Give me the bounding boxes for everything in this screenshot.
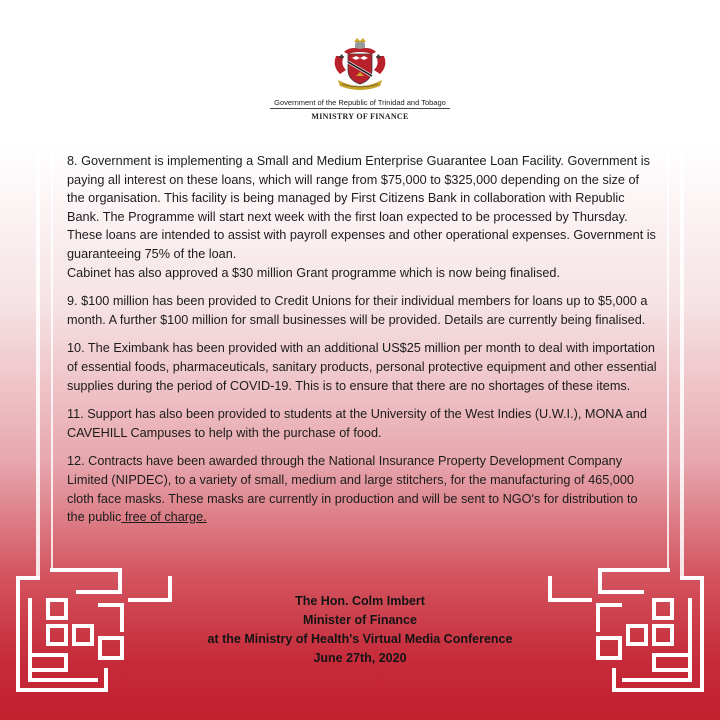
paragraph-12 bbox=[67, 452, 657, 526]
paragraph-10: 10. The Eximbank has been provided with an additional US$25 million per month to deal with importation of essential foods, pharmaceuticals, sanitary products, personal protective equipment and other essential supplies during the period of COVID-19. This is to ensure that there are no shortages of these items. bbox=[67, 341, 657, 393]
statement-body bbox=[67, 152, 657, 537]
paragraph-9: 9. $100 million has been provided to Credit Unions for their individual members for loans up to $5,000 a month. A further $100 million for small businesses will be provided. Details are currently being finalised. bbox=[67, 294, 648, 327]
paragraph-11: 11. Support has also been provided to students at the University of the West Indies (U.W.I.), MONA and CAVEHILL Campuses to help with the purchase of food. bbox=[67, 407, 647, 440]
government-line: Government of the Republic of Trinidad and Tobago bbox=[270, 98, 450, 109]
paragraph-8: 8. Government is implementing a Small and Medium Enterprise Guarantee Loan Facility. Government is paying all interest on these loans, which will range from $75,000 to $325,000 depending on the size of the organisation. This facility is being managed by First Citizens Bank in collaboration with Republic Bank. The Programme will start next week with the first loan expected to be processed by Thursday. These loans are intended to assist with payroll expenses and other operational expenses. Government is guaranteeing 75% of the loan. bbox=[67, 154, 656, 261]
coat-of-arms-icon bbox=[330, 36, 390, 92]
paragraph-12-text: 12. Contracts have been awarded through the National Insurance Property Development Company Limited (NIPDEC), to a variety of small, medium and large stitchers, for the manufacturing of 465,000 cloth face masks. These masks are currently in production and will be sent to NGO's for distribution to the public bbox=[67, 454, 638, 525]
paragraph-8-cabinet-note: Cabinet has also approved a $30 million Grant programme which is now being finalised. bbox=[67, 265, 560, 280]
letterhead bbox=[0, 36, 720, 121]
signature-date: June 27th, 2020 bbox=[313, 651, 407, 665]
signatory-title: Minister of Finance bbox=[303, 613, 417, 627]
paragraph-12-underlined-text: free of charge. bbox=[121, 510, 207, 525]
signatory-name: The Hon. Colm Imbert bbox=[295, 594, 425, 608]
signature-block bbox=[0, 592, 720, 668]
ministry-title: MINISTRY OF FINANCE bbox=[311, 112, 409, 121]
signature-event: at the Ministry of Health's Virtual Media Conference bbox=[207, 632, 513, 646]
